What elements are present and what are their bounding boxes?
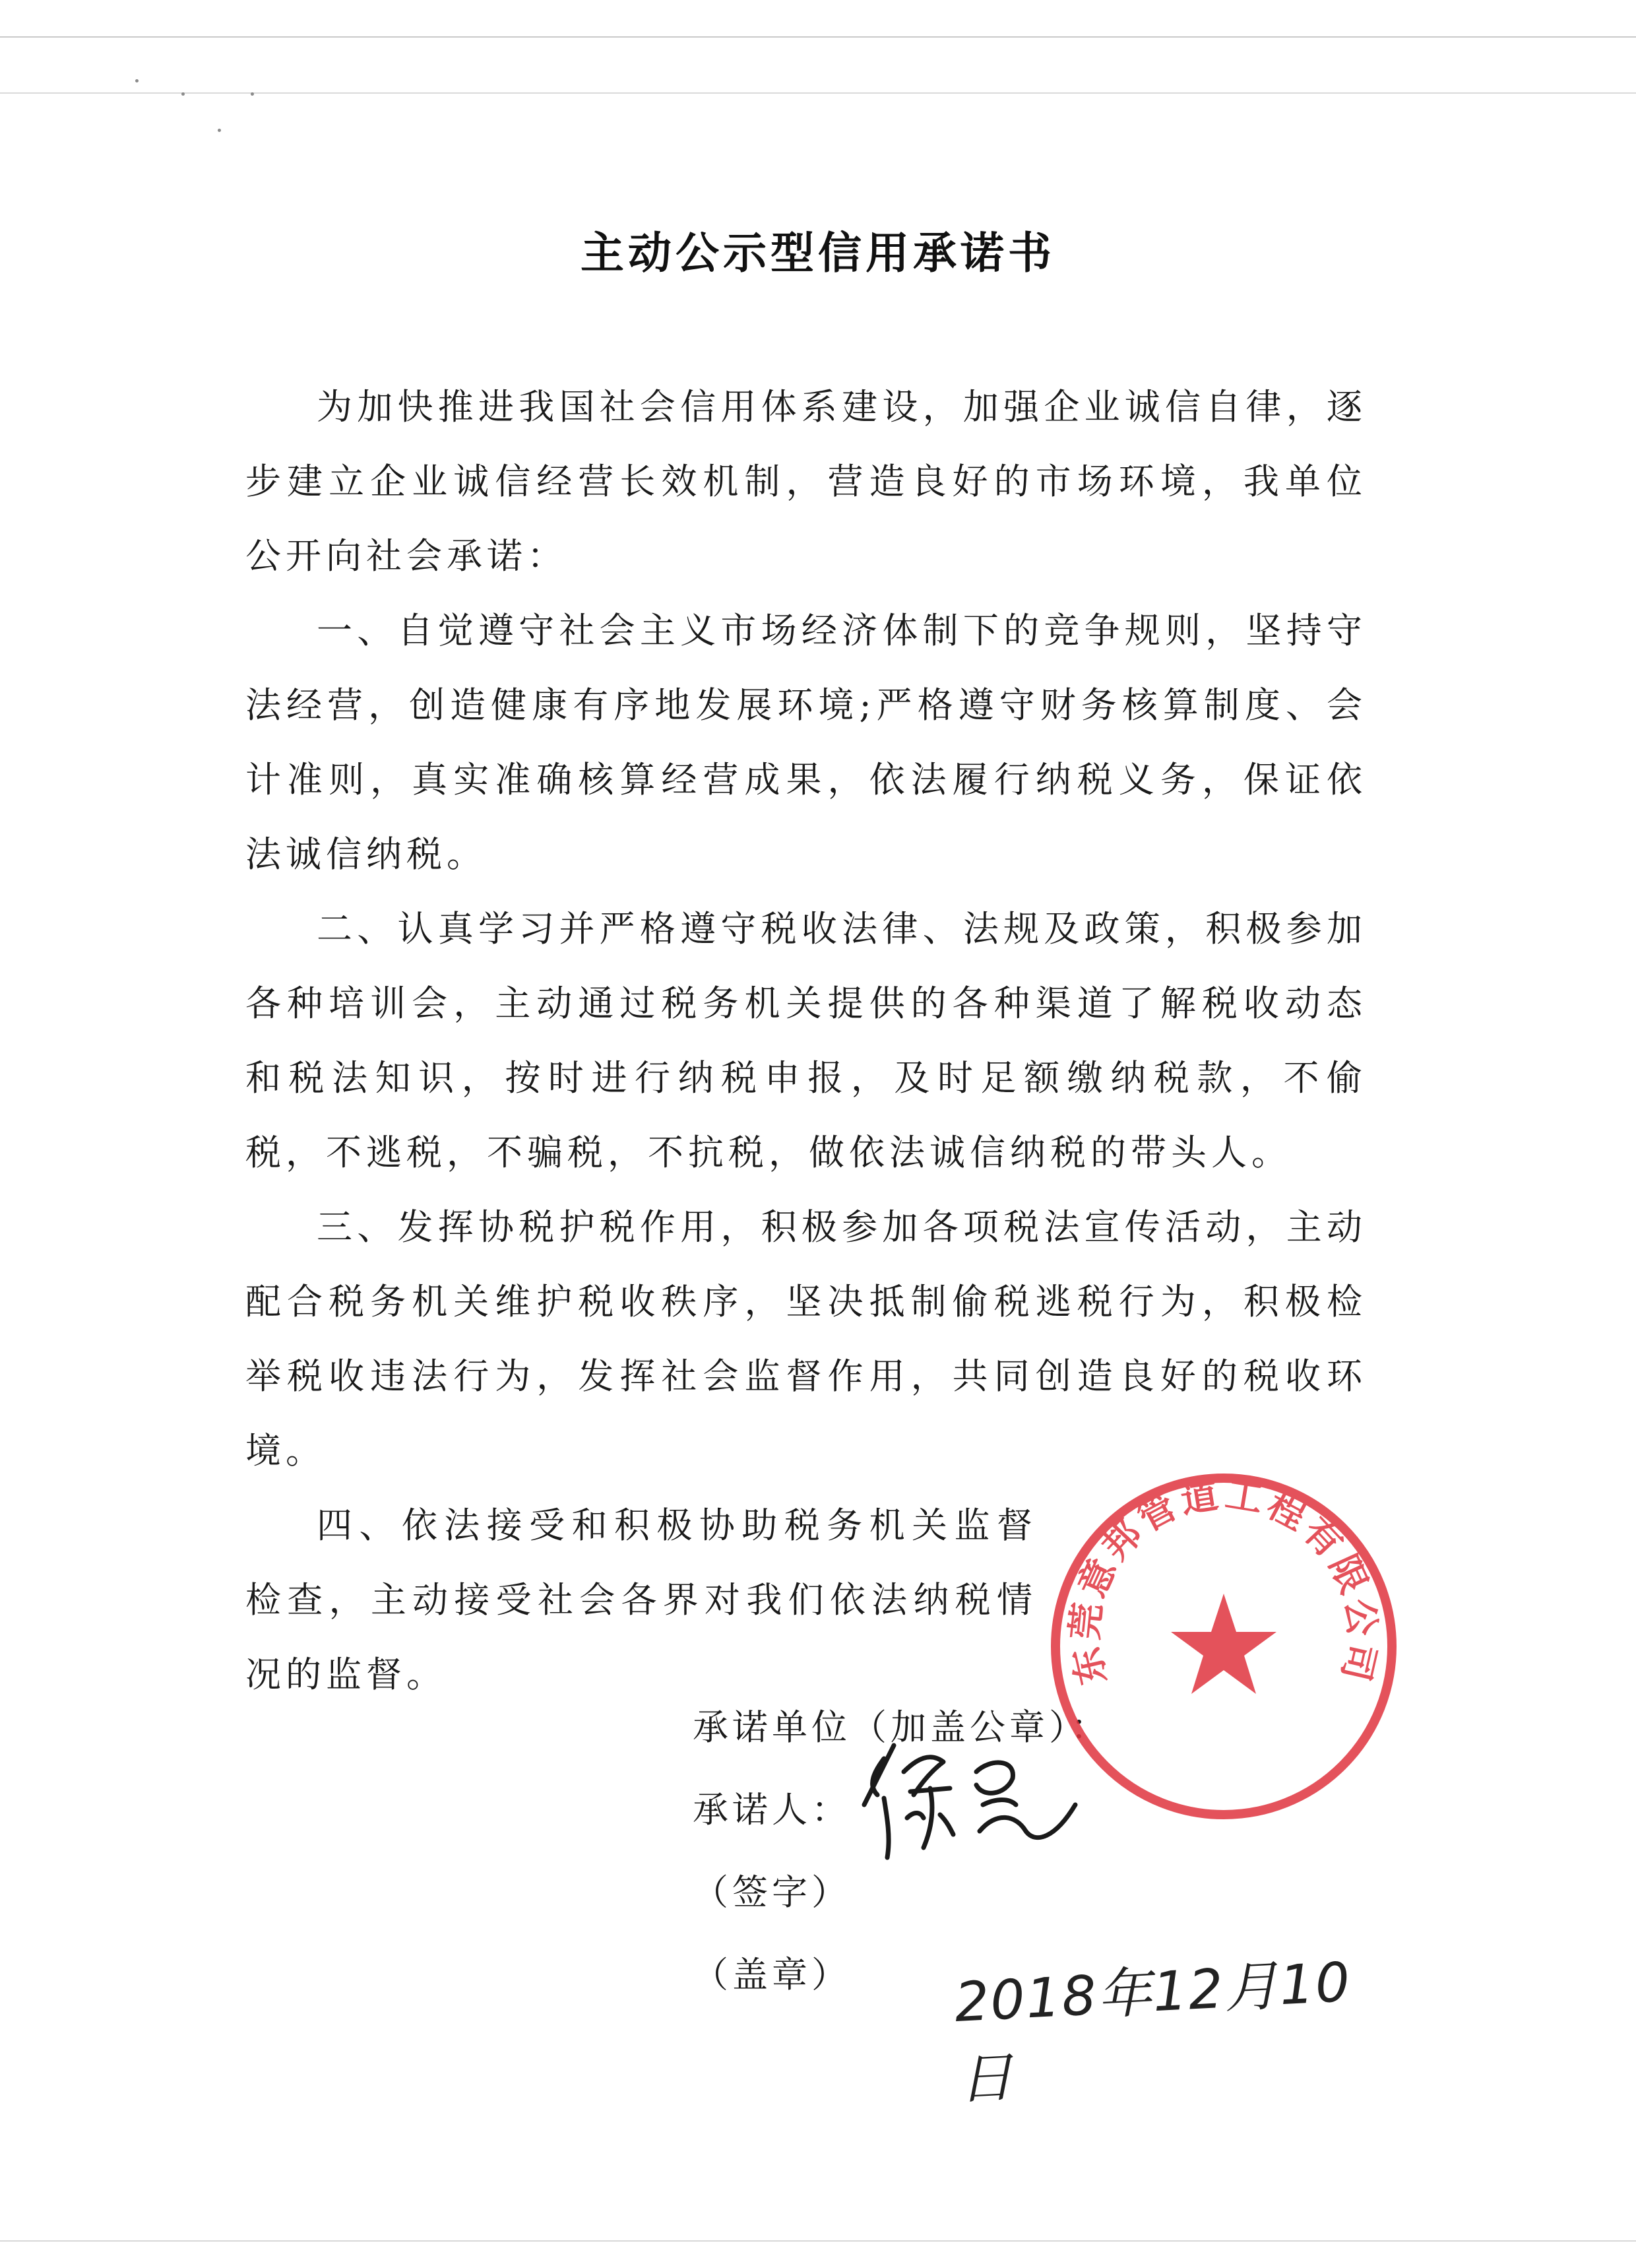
clause-4-paragraph: 四、依法接受和积极协助税务机关监督检查，主动接受社会各界对我们依法纳税情况的监督。 (245, 1505, 1037, 1695)
clause-1-paragraph: 一、自觉遵守社会主义市场经济体制下的竞争规则，坚持守法经营，创造健康有序地发展环境;严格遵守财务核算制度、会计准则，真实准确核算经营成果，依法履行纳税义务，保证依法诚信纳税。 (245, 610, 1367, 875)
handwritten-date (953, 1951, 1366, 2112)
intro-paragraph: 为加快推进我国社会信用体系建设，加强企业诚信自律，逐步建立企业诚信经营长效机制，营造良好的市场环境，我单位公开向社会承诺： (245, 386, 1367, 577)
clause-2-paragraph: 二、认真学习并严格遵守税收法律、法规及政策，积极参加各种培训会，主动通过税务机关提供的各种渠道了解税收动态和税法知识，按时进行纳税申报，及时足额缴纳税款，不偷税，不逃税，不骗税，不抗税，做依法诚信纳税的带头人。 (245, 908, 1367, 1173)
scan-edge-line (0, 36, 1636, 38)
clause-3-paragraph: 三、发挥协税护税作用，积极参加各项税法宣传活动，主动配合税务机关维护税收秩序，坚决抵制偷税逃税行为，积极检举税收违法行为，发挥社会监督作用，共同创造良好的税收环境。 (245, 1206, 1367, 1472)
svg-text:东莞意邦管道工程有限公司: 东莞意邦管道工程有限公司 (1063, 1472, 1385, 1689)
stamp-label: （盖章） (693, 1954, 851, 1995)
scan-speck (181, 92, 185, 96)
date-text: 2018年12月10日 (953, 1951, 1353, 2112)
unit-label: 承诺单位（加盖公章）： (693, 1706, 1110, 1748)
scan-speck (135, 79, 139, 82)
document-title: 主动公示型信用承诺书 (581, 227, 1055, 278)
scan-edge-line (0, 92, 1636, 94)
scan-edge-line (0, 2240, 1636, 2242)
company-seal-icon (1046, 1468, 1402, 1825)
scan-speck (218, 129, 221, 132)
person-label: 承诺人： (693, 1789, 851, 1831)
scan-speck (251, 92, 254, 96)
sign-label: （签字） (693, 1871, 851, 1913)
